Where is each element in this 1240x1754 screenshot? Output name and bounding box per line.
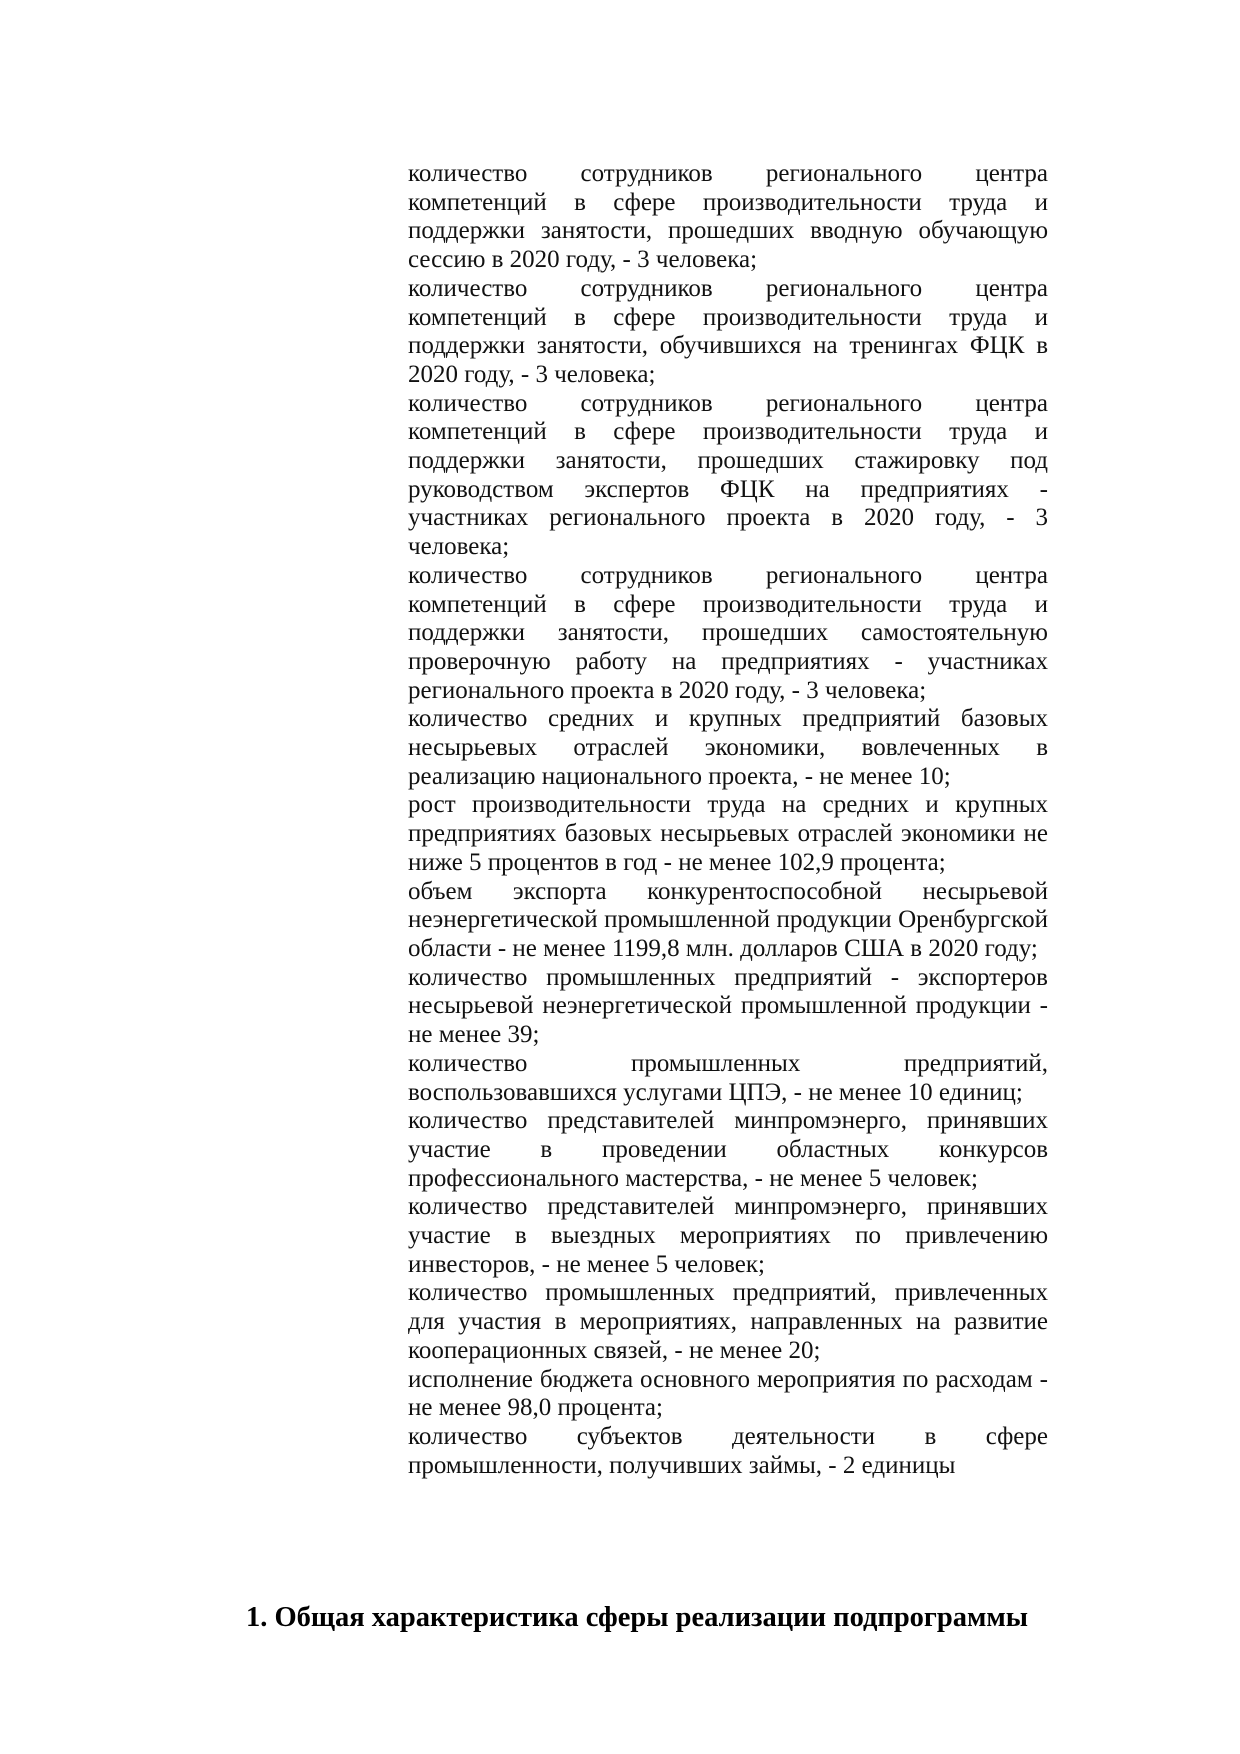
indicator-item: количество промышленных предприятий - экспортеров несырьевой неэнергетической промышленной продукции - не менее 39; — [408, 963, 1048, 1049]
indicator-item: количество промышленных предприятий, воспользовавшихся услугами ЦПЭ, - не менее 10 единиц; — [408, 1049, 1048, 1106]
indicator-item: количество субъектов деятельности в сфере промышленности, получивших займы, - 2 единицы — [408, 1422, 1048, 1479]
indicator-item: количество представителей минпромэнерго, принявших участие в выездных мероприятиях по привлечению инвесторов, - не менее 5 человек; — [408, 1193, 1048, 1278]
indicator-item: количество представителей минпромэнерго, принявших участие в проведении областных конкурсов профессионального мастерства, - не менее 5 человек; — [408, 1107, 1048, 1192]
indicator-item: количество промышленных предприятий, привлеченных для участия в мероприятиях, направленных на развитие кооперационных связей, - не менее 20; — [408, 1279, 1048, 1364]
indicator-item: объем экспорта конкурентоспособной несырьевой неэнергетической промышленной продукции Оренбургской области - не менее 1199,8 млн. долларов США в 2020 году; — [408, 877, 1048, 962]
indicator-item: количество сотрудников регионального центра компетенций в сфере производительности труда и поддержки занятости, прошедших стажировку под руководством экспертов ФЦК на предприятиях - участниках регионального проекта в 2020 году, - 3 человека; — [408, 389, 1048, 561]
indicator-item: количество сотрудников регионального центра компетенций в сфере производительности труда и поддержки занятости, прошедших вводную обучающую сессию в 2020 году, - 3 человека; — [408, 160, 1048, 274]
indicator-item: количество средних и крупных предприятий базовых несырьевых отраслей экономики, вовлеченных в реализацию национального проекта, - не менее 10; — [408, 705, 1048, 790]
indicator-list — [408, 160, 1048, 1480]
indicator-item: количество сотрудников регионального центра компетенций в сфере производительности труда и поддержки занятости, обучившихся на тренингах ФЦК в 2020 году, - 3 человека; — [408, 274, 1048, 388]
section-heading: 1. Общая характеристика сферы реализации подпрограммы — [246, 1601, 1029, 1633]
indicator-item: рост производительности труда на средних и крупных предприятиях базовых несырьевых отраслей экономики не ниже 5 процентов в год - не менее 102,9 процента; — [408, 791, 1048, 876]
indicator-item: количество сотрудников регионального центра компетенций в сфере производительности труда и поддержки занятости, прошедших самостоятельную проверочную работу на предприятиях - участниках регионального проекта в 2020 году, - 3 человека; — [408, 561, 1048, 704]
indicator-item: исполнение бюджета основного мероприятия по расходам - не менее 98,0 процента; — [408, 1365, 1048, 1422]
